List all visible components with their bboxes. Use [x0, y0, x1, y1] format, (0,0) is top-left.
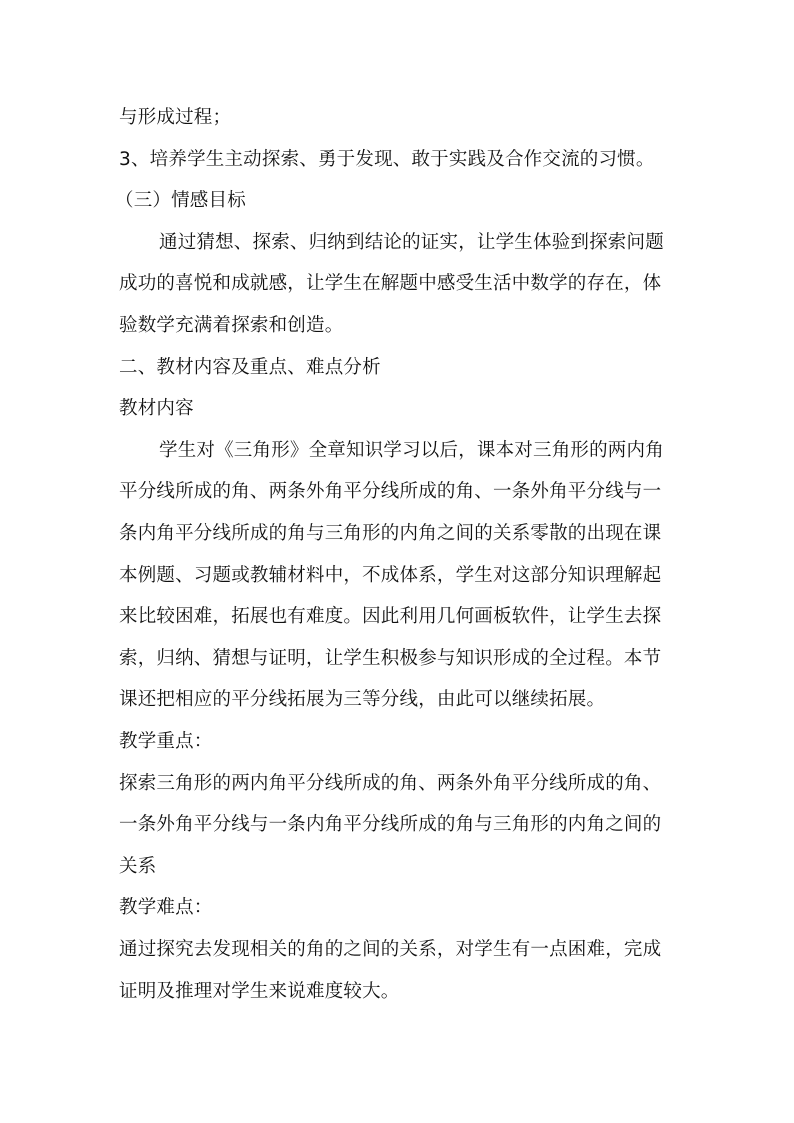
paragraph-line: 证明及推理对学生来说难度较大。 — [119, 981, 400, 1002]
subheading-key-points: 教学重点： — [119, 731, 213, 752]
paragraph-line: 索，归纳、猜想与证明，让学生积极参与知识形成的全过程。本节 — [119, 648, 662, 669]
paragraph-line: 关系 — [119, 856, 157, 877]
paragraph-line: 来比较困难，拓展也有难度。因此利用几何画板软件，让学生去探 — [119, 606, 662, 627]
paragraph-line: 学生对《三角形》全章知识学习以后，课本对三角形的两内角 — [159, 440, 664, 461]
paragraph-line: 成功的喜悦和成就感，让学生在解题中感受生活中数学的存在，体 — [119, 273, 662, 294]
objective-item-3: 3、培养学生主动探索、勇于发现、敢于实践及合作交流的习惯。 — [119, 149, 655, 170]
paragraph-line: 课还把相应的平分线拓展为三等分线，由此可以继续拓展。 — [119, 689, 606, 710]
paragraph-line: 平分线所成的角、两条外角平分线所成的角、一条外角平分线与一 — [119, 481, 662, 502]
paragraph-line: 条内角平分线所成的角与三角形的内角之间的关系零散的出现在课 — [119, 523, 662, 544]
paragraph-line: 本例题、习题或教辅材料中，不成体系，学生对这部分知识理解起 — [119, 565, 662, 586]
paragraph-line: 通过探究去发现相关的角的之间的关系，对学生有一点困难，完成 — [119, 939, 662, 960]
paragraph-line: 通过猜想、探索、归纳到结论的证实，让学生体验到探索问题 — [159, 232, 664, 253]
subheading-teaching-content: 教材内容 — [119, 398, 194, 419]
text-line-continuation: 与形成过程； — [119, 107, 232, 128]
section-heading-content-analysis: 二、教材内容及重点、难点分析 — [119, 357, 381, 378]
paragraph-line: 一条外角平分线与一条内角平分线所成的角与三角形的内角之间的 — [119, 814, 662, 835]
paragraph-line: 探索三角形的两内角平分线所成的角、两条外角平分线所成的角、 — [119, 773, 662, 794]
section-heading-emotional-goals: （三）情感目标 — [115, 190, 246, 211]
paragraph-line: 验数学充满着探索和创造。 — [119, 315, 344, 336]
subheading-difficult-points: 教学难点： — [119, 897, 213, 918]
